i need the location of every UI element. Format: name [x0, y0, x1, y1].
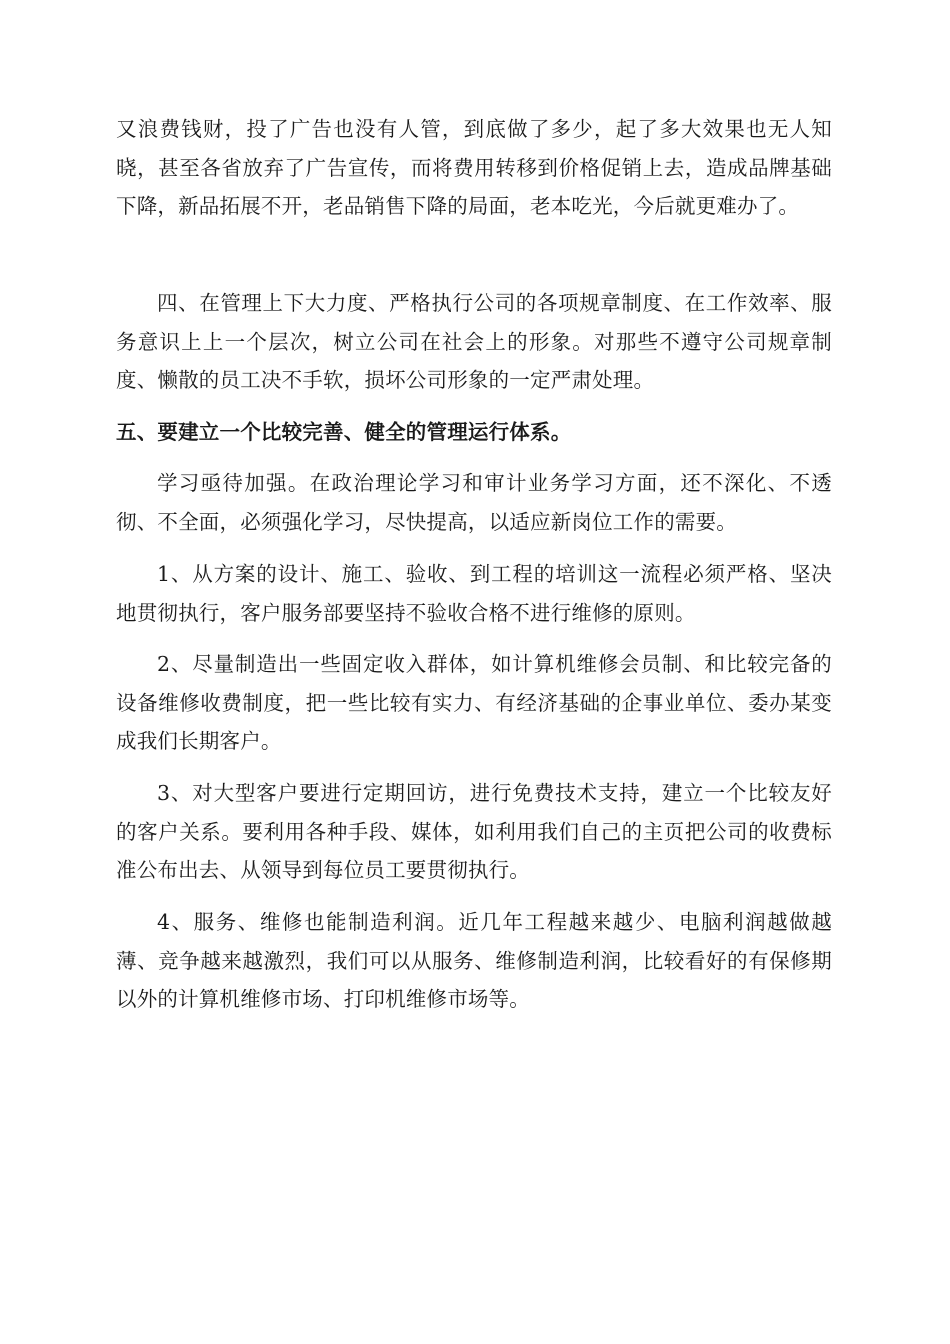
paragraph-section-four: 四、在管理上下大力度、严格执行公司的各项规章制度、在工作效率、服务意识上上一个层次，树立公司在社会上的形象。对那些不遵守公司规章制度、懒散的员工决不手软，损坏公司形象的一定严肃处理。	[116, 291, 832, 392]
section-five-heading: 五、要建立一个比较完善、健全的管理运行体系。	[116, 420, 572, 444]
paragraph-item-4: 4、服务、维修也能制造利润。近几年工程越来越少、电脑利润越做越薄、竞争越来越激烈，我们可以从服务、维修制造利润，比较看好的有保修期以外的计算机维修市场、打印机维修市场等。	[116, 910, 832, 1011]
paragraph-item-3: 3、对大型客户要进行定期回访，进行免费技术支持，建立一个比较友好的客户关系。要利用各种手段、媒体，如利用我们自己的主页把公司的收费标准公布出去、从领导到每位员工要贯彻执行。	[116, 781, 832, 882]
paragraph-continuation: 又浪费钱财，投了广告也没有人管，到底做了多少，起了多大效果也无人知晓，甚至各省放弃了广告宣传，而将费用转移到价格促销上去，造成品牌基础下降，新品拓展不开，老品销售下降的局面，老本吃光，今后就更难办了。	[116, 117, 832, 218]
paragraph-study: 学习亟待加强。在政治理论学习和审计业务学习方面，还不深化、不透彻、不全面，必须强化学习，尽快提高，以适应新岗位工作的需要。	[116, 471, 832, 534]
paragraph-item-2: 2、尽量制造出一些固定收入群体，如计算机维修会员制、和比较完备的设备维修收费制度，把一些比较有实力、有经济基础的企事业单位、委办某变成我们长期客户。	[116, 652, 832, 753]
paragraph-item-1: 1、从方案的设计、施工、验收、到工程的培训这一流程必须严格、坚决地贯彻执行，客户服务部要坚持不验收合格不进行维修的原则。	[116, 562, 832, 625]
